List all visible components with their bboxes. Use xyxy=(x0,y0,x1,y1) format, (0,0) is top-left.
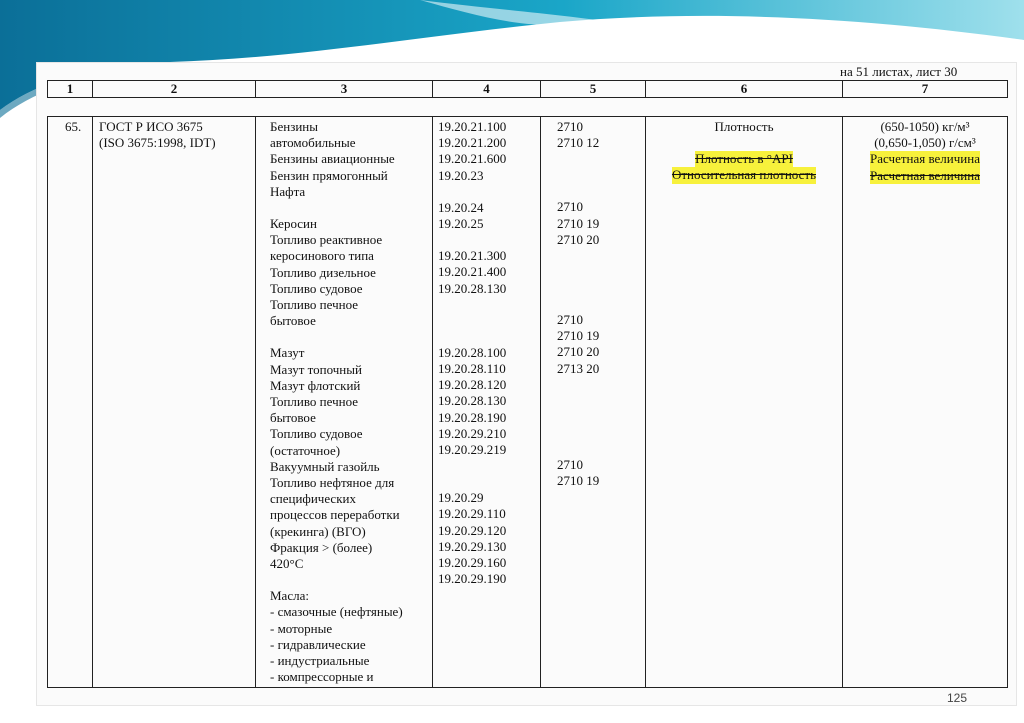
product-item: специфических xyxy=(270,491,356,507)
standard-line: ГОСТ Р ИСО 3675 xyxy=(99,119,203,134)
product-item: бытовое xyxy=(270,410,316,426)
cell-row-number xyxy=(48,117,93,688)
tnved-code: 2710 xyxy=(557,456,583,472)
product-item: - гидравлические xyxy=(270,636,366,652)
spacer xyxy=(438,297,506,313)
range-item: Расчетная величина xyxy=(870,167,980,183)
product-item: Топливо судовое xyxy=(270,426,363,442)
characteristic-item: Плотность xyxy=(714,119,774,134)
okpd-code: 19.20.28.190 xyxy=(438,409,507,425)
tnved-code: 2710 19 xyxy=(557,473,600,489)
ranges-list xyxy=(843,119,1007,184)
characteristic-item-row xyxy=(646,167,842,183)
okpd-code: 19.20.28.110 xyxy=(438,361,506,377)
range-item: Расчетная величина xyxy=(870,151,980,167)
range-item-row xyxy=(843,168,1007,184)
tnved-code: 2710 20 xyxy=(557,231,600,247)
product-item: Мазут топочный xyxy=(270,361,362,377)
products-list xyxy=(270,119,403,686)
range-item: (0,650-1,050) г/см³ xyxy=(874,135,976,151)
spacer xyxy=(270,200,403,216)
column-header: 4 xyxy=(433,81,541,98)
range-item-row xyxy=(843,119,1007,135)
product-item: - компрессорные и xyxy=(270,669,374,685)
spacer xyxy=(438,313,506,329)
standard-text xyxy=(99,119,216,151)
column-number-header xyxy=(47,80,1008,98)
spacer xyxy=(557,377,599,393)
okpd-code: 19.20.29.190 xyxy=(438,571,507,587)
spacer xyxy=(557,393,599,409)
okpd-code: 19.20.21.100 xyxy=(438,119,507,134)
product-item: Фракция > (более) xyxy=(270,539,373,555)
okpd-code: 19.20.23 xyxy=(438,167,484,183)
product-item: Топливо нефтяное для xyxy=(270,475,395,491)
product-item: (остаточное) xyxy=(270,442,341,458)
spacer xyxy=(557,441,599,457)
product-item: Масла: xyxy=(270,588,309,604)
spacer xyxy=(557,280,599,296)
spacer xyxy=(438,458,506,474)
spacer xyxy=(557,151,599,167)
okpd-code: 19.20.28.130 xyxy=(438,280,507,296)
spacer xyxy=(438,184,506,200)
column-header: 1 xyxy=(48,81,93,98)
spacer xyxy=(557,409,599,425)
product-item: Нафта xyxy=(270,183,306,199)
characteristic-item: Относительная плотность xyxy=(671,167,816,183)
characteristic-item: Плотность в °API xyxy=(695,151,793,167)
column-header: 7 xyxy=(843,81,1008,98)
spacer xyxy=(270,329,403,345)
product-item: Топливо судовое xyxy=(270,280,363,296)
product-item: 420°С xyxy=(270,556,304,572)
range-item: (650-1050) кг/м³ xyxy=(880,119,970,134)
okpd-code: 19.20.28.100 xyxy=(438,344,507,360)
product-item: автомобильные xyxy=(270,135,356,151)
column-header: 2 xyxy=(93,81,256,98)
characteristic-item-row xyxy=(646,151,842,167)
okpd-code: 19.20.29 xyxy=(438,490,484,506)
product-item: Топливо реактивное xyxy=(270,232,383,248)
cell-characteristics xyxy=(646,117,843,688)
cell-products xyxy=(256,117,433,688)
spacer xyxy=(438,329,506,345)
product-item: процессов переработки xyxy=(270,507,400,523)
tnved-code: 2710 20 xyxy=(557,344,600,360)
spacer xyxy=(646,135,842,151)
tnved-code: 2710 12 xyxy=(557,135,600,151)
tnved-code: 2710 xyxy=(557,199,583,215)
spacer xyxy=(557,248,599,264)
tnved-code: 2710 19 xyxy=(557,215,600,231)
cell-ranges xyxy=(843,117,1008,688)
page-number: 125 xyxy=(947,691,968,705)
range-item-row xyxy=(843,135,1007,151)
product-item: (крекинга) (ВГО) xyxy=(270,523,366,539)
okpd-codes-list xyxy=(438,119,506,587)
product-item: Бензин прямогонный xyxy=(270,167,388,183)
okpd-code: 19.20.29.160 xyxy=(438,555,507,571)
column-header: 3 xyxy=(256,81,433,98)
spacer xyxy=(557,183,599,199)
product-item: - индустриальные xyxy=(270,653,370,669)
product-item: Топливо печное xyxy=(270,394,358,410)
product-item: Топливо дизельное xyxy=(270,264,376,280)
okpd-code: 19.20.29.130 xyxy=(438,538,507,554)
column-header: 6 xyxy=(646,81,843,98)
product-item: - смазочные (нефтяные) xyxy=(270,604,403,620)
product-item: Бензины авиационные xyxy=(270,151,395,167)
product-item: бытовое xyxy=(270,313,316,329)
okpd-code: 19.20.21.400 xyxy=(438,264,507,280)
okpd-code: 19.20.21.200 xyxy=(438,135,507,151)
data-table xyxy=(47,116,1008,688)
characteristics-list xyxy=(646,119,842,184)
product-item: Мазут флотский xyxy=(270,377,361,393)
tnved-code: 2710 xyxy=(557,119,583,134)
okpd-code: 19.20.28.120 xyxy=(438,377,507,393)
cell-codes-okpd xyxy=(433,117,541,688)
product-item: - моторные xyxy=(270,620,333,636)
spacer xyxy=(438,474,506,490)
standard-line: (ISO 3675:1998, IDT) xyxy=(99,135,216,151)
tnved-codes-list xyxy=(557,119,599,489)
spacer xyxy=(270,572,403,588)
product-item: Бензины xyxy=(270,119,318,134)
okpd-code: 19.20.21.600 xyxy=(438,151,507,167)
tnved-code: 2713 20 xyxy=(557,360,600,376)
spacer xyxy=(557,425,599,441)
okpd-code: 19.20.24 xyxy=(438,199,484,215)
tnved-code: 2710 19 xyxy=(557,328,600,344)
okpd-code: 19.20.29.210 xyxy=(438,425,507,441)
okpd-code: 19.20.29.219 xyxy=(438,442,507,458)
okpd-code: 19.20.29.120 xyxy=(438,522,507,538)
cell-codes-tnved xyxy=(541,117,646,688)
row-number: 65. xyxy=(65,119,82,134)
product-item: Керосин xyxy=(270,216,317,232)
sheet-note: на 51 листах, лист 30 xyxy=(840,64,958,79)
spacer xyxy=(557,264,599,280)
range-item-row xyxy=(843,151,1007,167)
table-row xyxy=(48,117,1008,688)
okpd-code: 19.20.25 xyxy=(438,216,484,232)
cell-standard xyxy=(93,117,256,688)
product-item: Вакуумный газойль xyxy=(270,458,380,474)
product-item: Мазут xyxy=(270,345,305,361)
okpd-code: 19.20.29.110 xyxy=(438,506,506,522)
okpd-code: 19.20.21.300 xyxy=(438,248,507,264)
product-item: Топливо печное xyxy=(270,297,358,313)
tnved-code: 2710 xyxy=(557,312,583,328)
characteristic-item-row xyxy=(646,119,842,135)
column-header: 5 xyxy=(541,81,646,98)
product-item: керосинового типа xyxy=(270,248,374,264)
spacer xyxy=(557,296,599,312)
spacer xyxy=(557,167,599,183)
okpd-code: 19.20.28.130 xyxy=(438,393,507,409)
spacer xyxy=(438,232,506,248)
